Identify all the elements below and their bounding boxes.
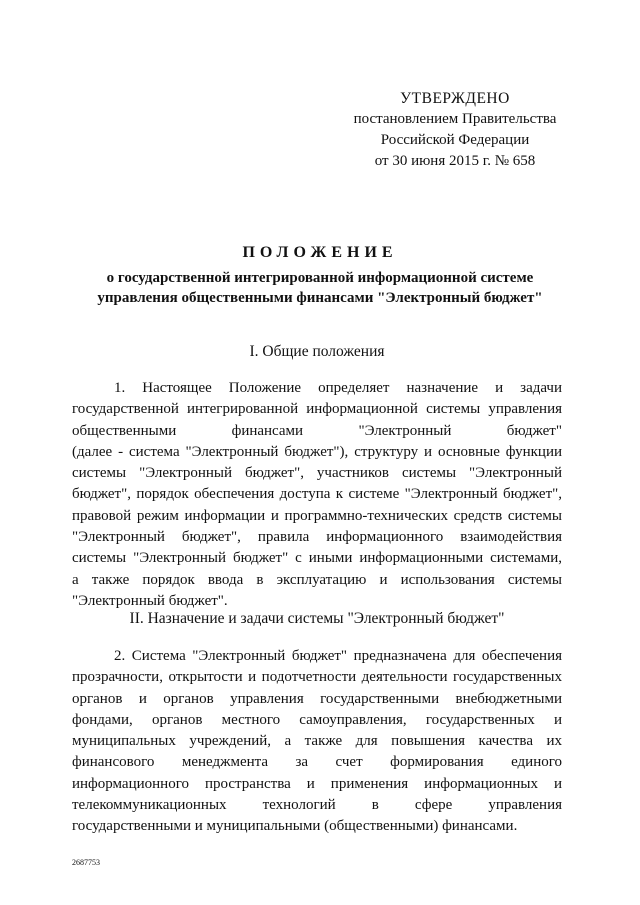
paragraph-line: "Электронный бюджет", правила информационного взаимодействия	[72, 529, 562, 546]
section-heading-2: II. Назначение и задачи системы "Электронный бюджет"	[129, 610, 505, 627]
paragraph-line: финансового менеджмента за счет формирования единого	[72, 754, 562, 771]
approval-line-2: Российской Федерации	[380, 132, 530, 148]
subtitle-line-2: управления общественными финансами "Электронный бюджет"	[97, 290, 543, 306]
paragraph-line: общественными финансами "Электронный бюджет"	[72, 422, 562, 439]
paragraph-line: правовой режим информации и программно-технических средств системы	[72, 507, 562, 524]
paragraph-line: (далее - система "Электронный бюджет"), структуру и основные функции	[72, 443, 562, 460]
paragraph-line: фондами, органов местного самоуправления, государственных и	[72, 711, 562, 728]
paragraph-line: 2. Система "Электронный бюджет" предназначена для обеспечения	[114, 648, 562, 664]
approval-title: УТВЕРЖДЕНО	[400, 90, 510, 107]
paragraph-line: бюджет", порядок обеспечения доступа к системе "Электронный бюджет",	[72, 486, 562, 503]
paragraph-2	[72, 646, 562, 838]
paragraph-line: системы "Электронный бюджет", участников системы "Электронный	[72, 465, 562, 482]
approval-block	[340, 88, 570, 172]
paragraph-line: 1. Настоящее Положение определяет назначение и задачи	[114, 380, 562, 396]
paragraph-line: информационного пространства и применения информационных и	[72, 775, 562, 792]
document-subtitle	[60, 268, 580, 308]
paragraph-line: системы "Электронный бюджет" с иными информационными системами,	[72, 550, 562, 567]
paragraph-line: государственной интегрированной информационной системы управления	[72, 401, 562, 418]
paragraph-line: прозрачности, открытости и подотчетности деятельности государственных	[72, 669, 562, 686]
paragraph-line: органов и органов управления государственными внебюджетными	[72, 690, 562, 707]
section-heading-1: I. Общие положения	[249, 343, 385, 360]
paragraph-line: государственными и муниципальными (общественными) финансами.	[72, 818, 518, 835]
approval-line-3: от 30 июня 2015 г. № 658	[374, 153, 536, 169]
document-title: ПОЛОЖЕНИЕ	[242, 244, 398, 261]
document-code: 2687753	[72, 858, 100, 867]
paragraph-line: "Электронный бюджет".	[72, 592, 228, 609]
paragraph-line: муниципальных учреждений, а также для повышения качества их	[72, 733, 562, 750]
paragraph-line: телекоммуникационных технологий в сфере управления	[72, 797, 562, 814]
paragraph-1	[72, 378, 562, 612]
approval-line-1: постановлением Правительства	[353, 111, 557, 127]
subtitle-line-1: о государственной интегрированной информационной системе	[106, 270, 534, 286]
paragraph-line: а также порядок ввода в эксплуатацию и использования системы	[72, 571, 562, 588]
